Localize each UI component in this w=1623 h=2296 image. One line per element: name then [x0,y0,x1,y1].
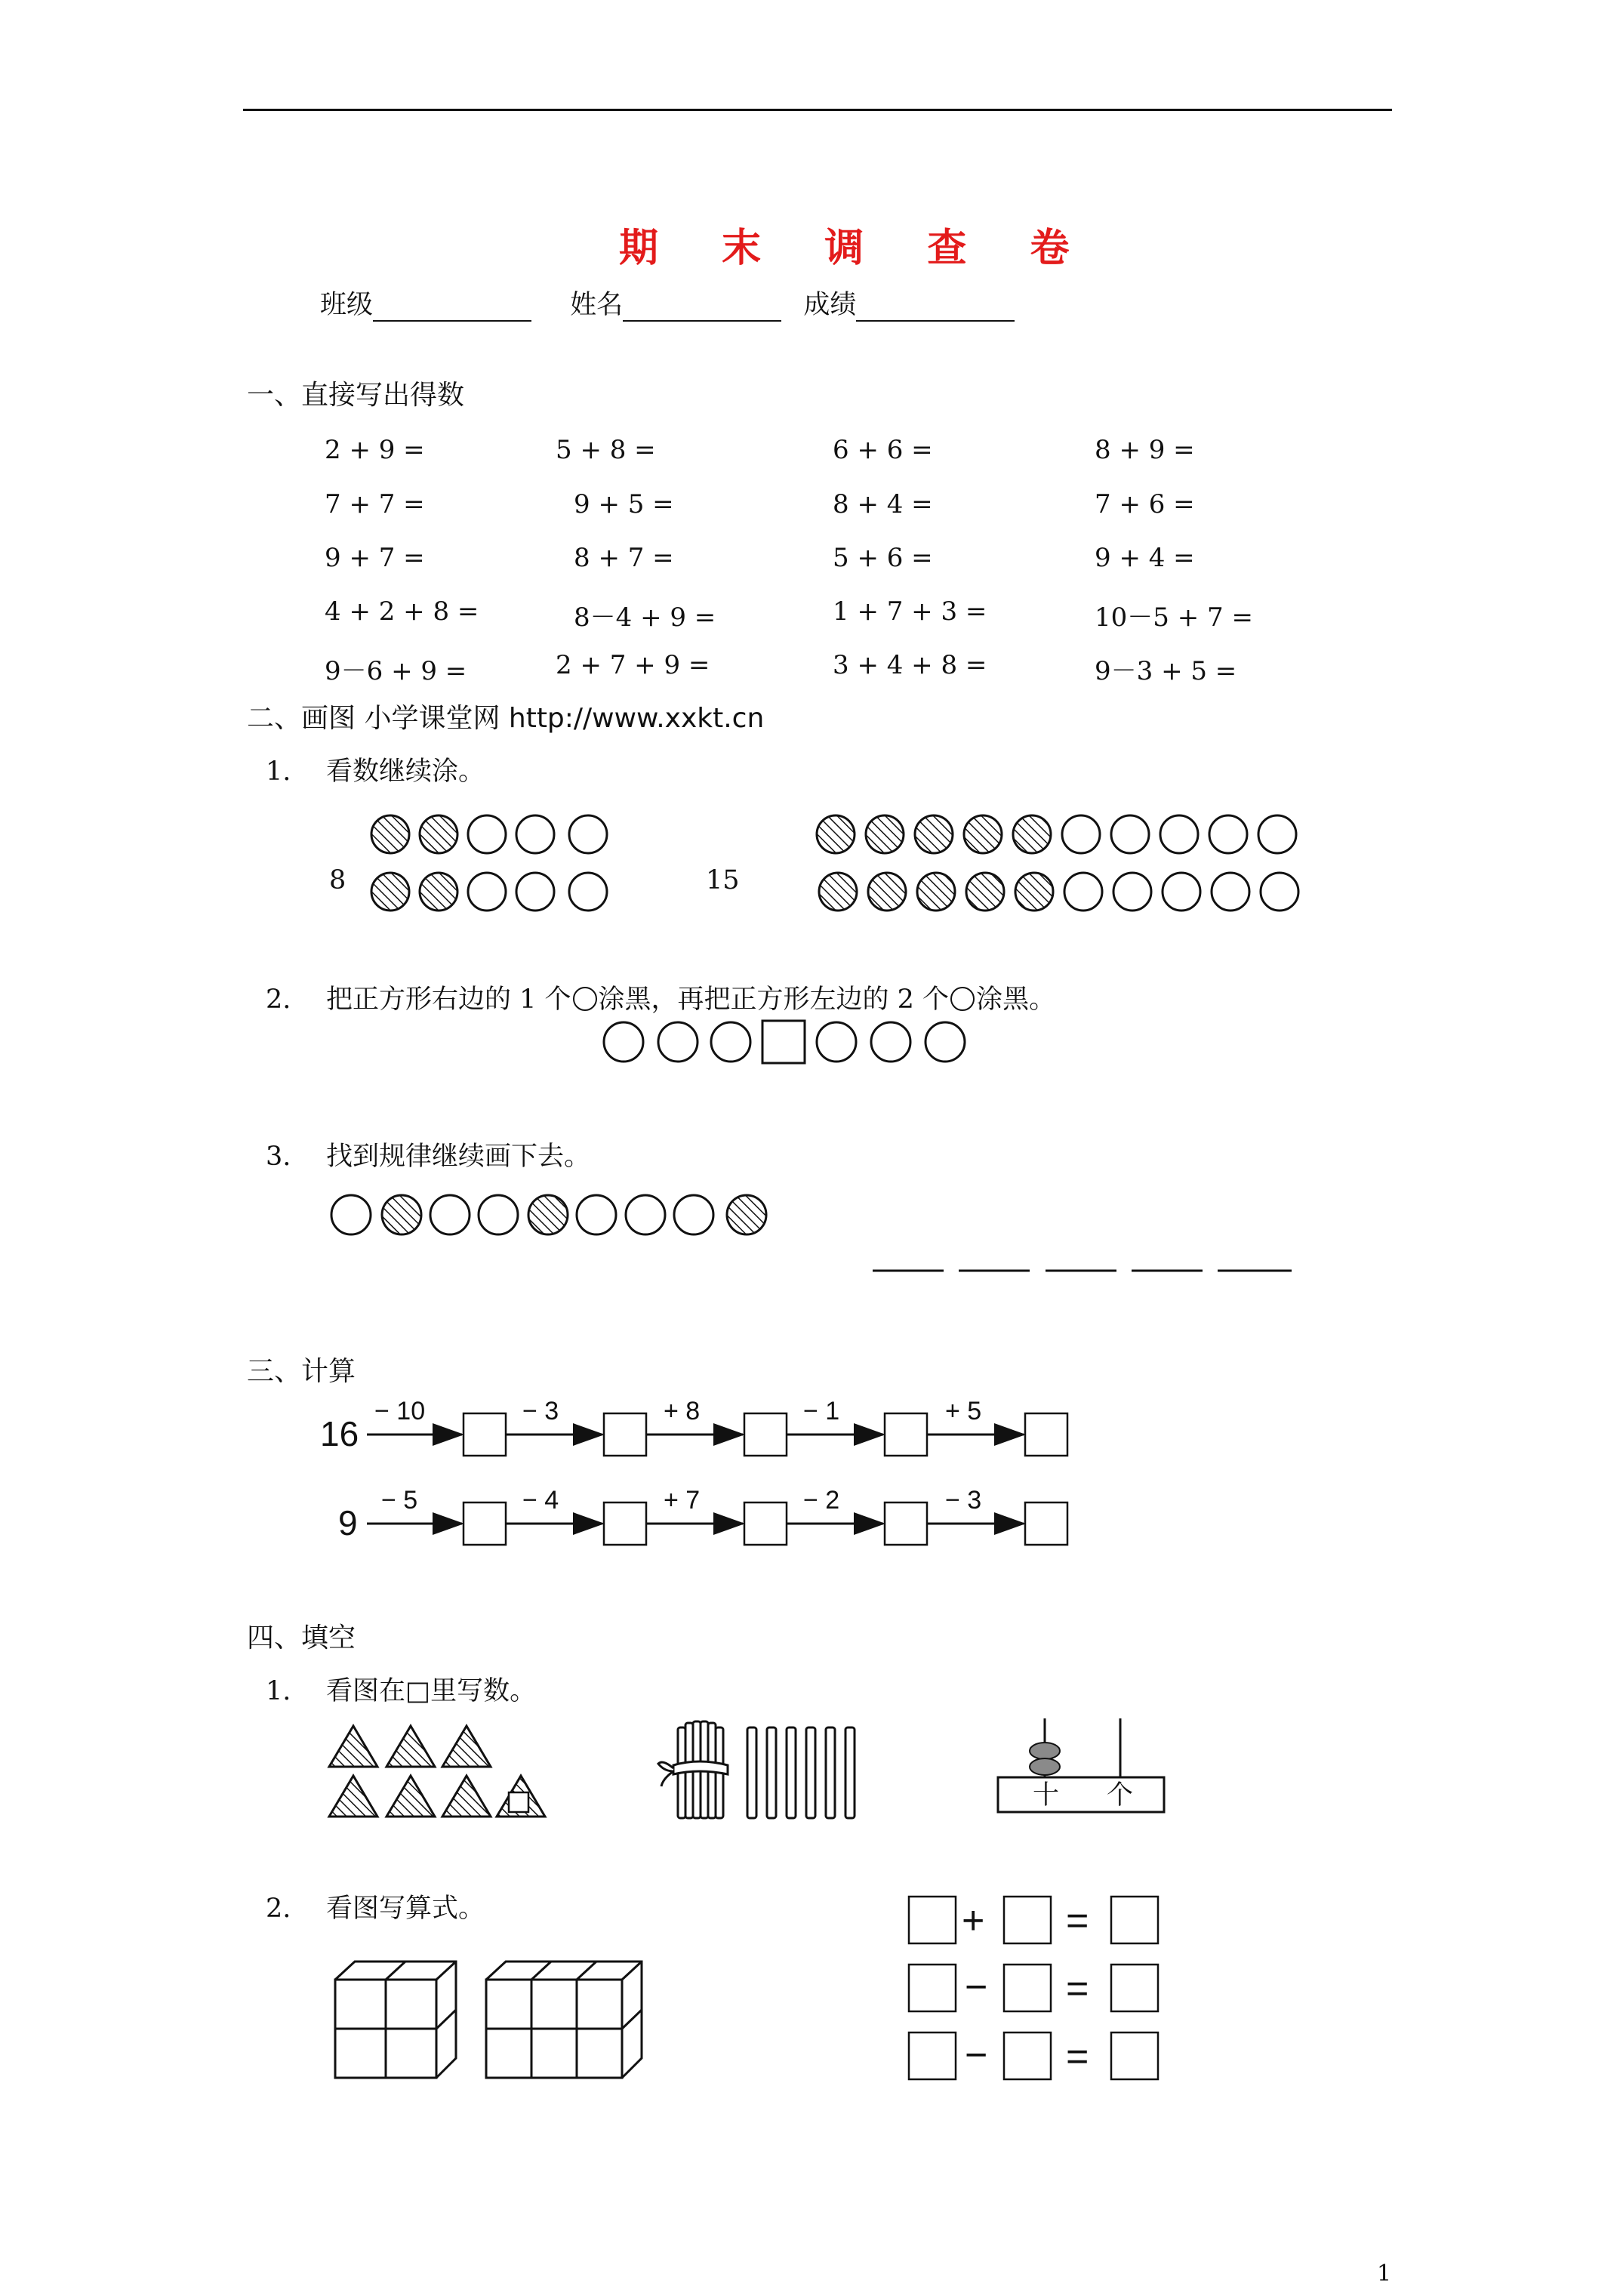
hatched-circle [371,815,409,853]
problem: 8 + 9 = [1095,435,1195,465]
hatched-triangle [329,1726,377,1767]
equation-grid [907,1895,1164,2084]
equation-operator: − [965,2033,988,2077]
q2-text [326,985,1055,1015]
sticks-picture [657,1718,876,1824]
answer-box[interactable] [604,1413,646,1456]
empty-circle[interactable] [569,873,607,911]
small-circle-icon [573,987,597,1011]
empty-circle[interactable] [1212,873,1249,911]
empty-circle[interactable] [1062,815,1100,853]
class-field[interactable] [373,290,531,322]
hatched-circle [817,815,855,853]
equation-row [909,1965,1158,2011]
chain-start: 16 [320,1414,359,1453]
answer-box[interactable] [909,1897,956,1943]
q2-text-a: 把正方形右边的 1 个 [326,985,571,1015]
answer-box[interactable] [1025,1502,1067,1545]
q3-text: 找到规律继续画下去。 [326,1142,591,1172]
q2-text-b: 涂黑，再把正方形左边的 2 个 [598,985,950,1015]
stick-icon [845,1727,855,1818]
empty-circle[interactable] [516,815,554,853]
single-sticks [747,1727,855,1818]
empty-circle[interactable] [817,1022,856,1062]
chain-op: + 7 [664,1486,701,1515]
problem: 2 + 7 + 9 = [556,650,710,680]
title-char: 调 [824,225,864,271]
hatched-circle [1015,873,1053,911]
circle-row-bottom [371,873,607,911]
answer-box[interactable] [744,1413,787,1456]
hatched-circle [420,815,457,853]
empty-circle[interactable] [468,815,506,853]
answer-box[interactable] [1111,2032,1158,2079]
problem: 9 + 5 = [574,489,674,519]
empty-circle[interactable] [871,1022,910,1062]
s4-q2-number: 2. [266,1894,291,1924]
class-label: 班级 [320,290,374,320]
s4-q1-text: 看图在□里写数。 [326,1676,537,1706]
hatched-triangle [329,1776,377,1817]
page-number: 1 [1377,2261,1392,2287]
title-char: 期 [619,225,659,271]
hatched-circle [420,873,457,911]
hatched-circle [371,873,409,911]
count-label-8: 8 [329,865,346,895]
answer-box[interactable] [744,1502,787,1545]
chain-start: 9 [338,1503,358,1542]
problem: 8 + 7 = [574,543,674,573]
section1-heading: 一、直接写出得数 [247,380,465,411]
abacus-bead [1030,1758,1060,1775]
q2-text-c: 涂黑。 [976,985,1056,1015]
problem: 10－5 + 7 = [1095,603,1253,633]
score-field[interactable] [856,290,1015,322]
title-char: 末 [722,225,762,271]
abacus-picture [996,1718,1170,1817]
equation-equals: = [1066,1899,1089,1943]
cube-block-6 [486,1962,642,2078]
stick-icon [826,1727,835,1818]
empty-circle[interactable] [569,815,607,853]
empty-circle[interactable] [1209,815,1247,853]
empty-circle[interactable] [1160,815,1198,853]
problem: 5 + 8 = [556,435,656,465]
problem: 7 + 6 = [1095,489,1195,519]
stick-icon [747,1727,756,1818]
equation-row [909,1897,1158,1943]
problem: 9－3 + 5 = [1095,656,1237,686]
chain-op: − 3 [522,1397,559,1425]
empty-circle[interactable] [1261,873,1298,911]
chain-op: + 8 [664,1397,701,1425]
answer-box[interactable] [1004,1897,1051,1943]
problem: 5 + 6 = [833,543,933,573]
triangles-picture [329,1723,556,1821]
problem: 9 + 7 = [325,543,425,573]
s4-q2-text: 看图写算式。 [326,1894,485,1924]
title-char: 查 [927,225,967,271]
circle-row-top [817,815,1296,853]
q3-number: 3. [266,1142,291,1172]
empty-circle [626,1195,665,1234]
problem: 3 + 4 + 8 = [833,650,987,680]
hatched-circle [966,873,1004,911]
chain-op: − 2 [803,1486,840,1515]
empty-circle[interactable] [925,1022,965,1062]
problem: 7 + 7 = [325,489,425,519]
hatched-circle [866,815,904,853]
info-line [320,290,1015,322]
empty-circle[interactable] [1111,815,1149,853]
problem: 9 + 4 = [1095,543,1195,573]
hatched-triangle [387,1726,435,1767]
abacus-bead [1030,1743,1060,1759]
equation-operator: + [962,1899,985,1943]
answer-box[interactable] [1111,1897,1158,1943]
answer-box[interactable] [604,1502,646,1545]
answer-box[interactable] [1004,2032,1051,2079]
problem: 8－4 + 9 = [574,603,716,633]
section4-heading: 四、填空 [247,1623,356,1653]
stick-icon [787,1727,796,1818]
hatched-circle [964,815,1002,853]
square-shape [762,1021,805,1063]
empty-circle[interactable] [711,1022,750,1062]
answer-box[interactable] [463,1413,506,1456]
answer-box[interactable] [1111,1965,1158,2011]
empty-circle[interactable] [468,873,506,911]
hatched-circle [1013,815,1051,853]
answer-box[interactable] [509,1792,528,1812]
equation-equals: = [1066,2035,1089,2079]
answer-box[interactable] [1025,1413,1067,1456]
empty-circle[interactable] [604,1022,643,1062]
chain-op: − 3 [945,1486,982,1515]
page-title [619,216,1070,273]
equation-operator: − [965,1965,988,2009]
title-char: 卷 [1030,225,1070,271]
chain-op: − 4 [522,1486,559,1515]
q2-number: 2. [266,985,291,1015]
square-circles-row [601,1021,971,1066]
hatched-circle [915,815,953,853]
problem: 2 + 9 = [325,435,425,465]
chain-op: − 10 [374,1397,426,1425]
chain-op: − 1 [803,1397,840,1425]
hatched-triangle [442,1776,491,1817]
cube-block-4 [335,1962,456,2078]
stick-icon [806,1727,815,1818]
answer-blanks [873,1268,1295,1273]
answer-box[interactable] [909,1965,956,2011]
hatched-circle [382,1195,421,1234]
small-circle-icon [950,987,975,1011]
empty-circle [479,1195,518,1234]
empty-circle [331,1195,371,1234]
problem: 9－6 + 9 = [325,656,467,686]
hatched-circle [727,1195,766,1234]
section3-heading: 三、计算 [247,1356,356,1387]
equation-row [909,2032,1158,2079]
circle-row-top [371,815,607,853]
q1-text: 看数继续涂。 [326,757,485,787]
score-label: 成绩 [803,290,857,320]
problem: 1 + 7 + 3 = [833,596,987,627]
answer-box[interactable] [1004,1965,1051,2011]
hatched-triangle [387,1776,435,1817]
problem: 6 + 6 = [833,435,933,465]
chain-op: + 5 [945,1397,982,1425]
abacus-tens-label: 十 [1033,1780,1060,1811]
problem: 4 + 2 + 8 = [325,596,479,627]
hatched-circle [868,873,906,911]
equation-equals: = [1066,1967,1089,2011]
abacus-base [998,1777,1164,1812]
coloring-circles-right [815,814,1306,920]
empty-circle [577,1195,616,1234]
empty-circle[interactable] [516,873,554,911]
answer-box[interactable] [463,1502,506,1545]
empty-circle [674,1195,713,1234]
s4-q1-number: 1. [266,1676,291,1706]
empty-circle[interactable] [1258,815,1296,853]
q1-number: 1. [266,757,291,787]
abacus-ones-label: 个 [1107,1780,1134,1811]
answer-box[interactable] [885,1502,927,1545]
empty-circle[interactable] [1064,873,1102,911]
answer-box[interactable] [885,1413,927,1456]
empty-circle[interactable] [1163,873,1200,911]
cubes-picture [332,1960,649,2081]
stick-icon [767,1727,776,1818]
calc-chain-arrows [362,1412,1072,1548]
pattern-circles-row [329,1193,775,1238]
hatched-triangle [442,1726,491,1767]
empty-circle[interactable] [1113,873,1151,911]
top-rule [243,109,1392,111]
empty-circle [430,1195,470,1234]
chain-op: − 5 [381,1486,418,1515]
name-field[interactable] [623,290,781,322]
coloring-circles-left [370,814,619,920]
problem: 8 + 4 = [833,489,933,519]
answer-box[interactable] [909,2032,956,2079]
hatched-circle [819,873,857,911]
name-label: 姓名 [570,290,624,320]
circle-row-bottom [819,873,1298,911]
stick-bundle-icon [658,1721,728,1818]
hatched-circle [528,1195,568,1234]
count-label-15: 15 [706,865,740,895]
empty-circle[interactable] [658,1022,698,1062]
section2-heading: 二、画图 小学课堂网 http://www.xxkt.cn [247,703,765,734]
hatched-circle [917,873,955,911]
